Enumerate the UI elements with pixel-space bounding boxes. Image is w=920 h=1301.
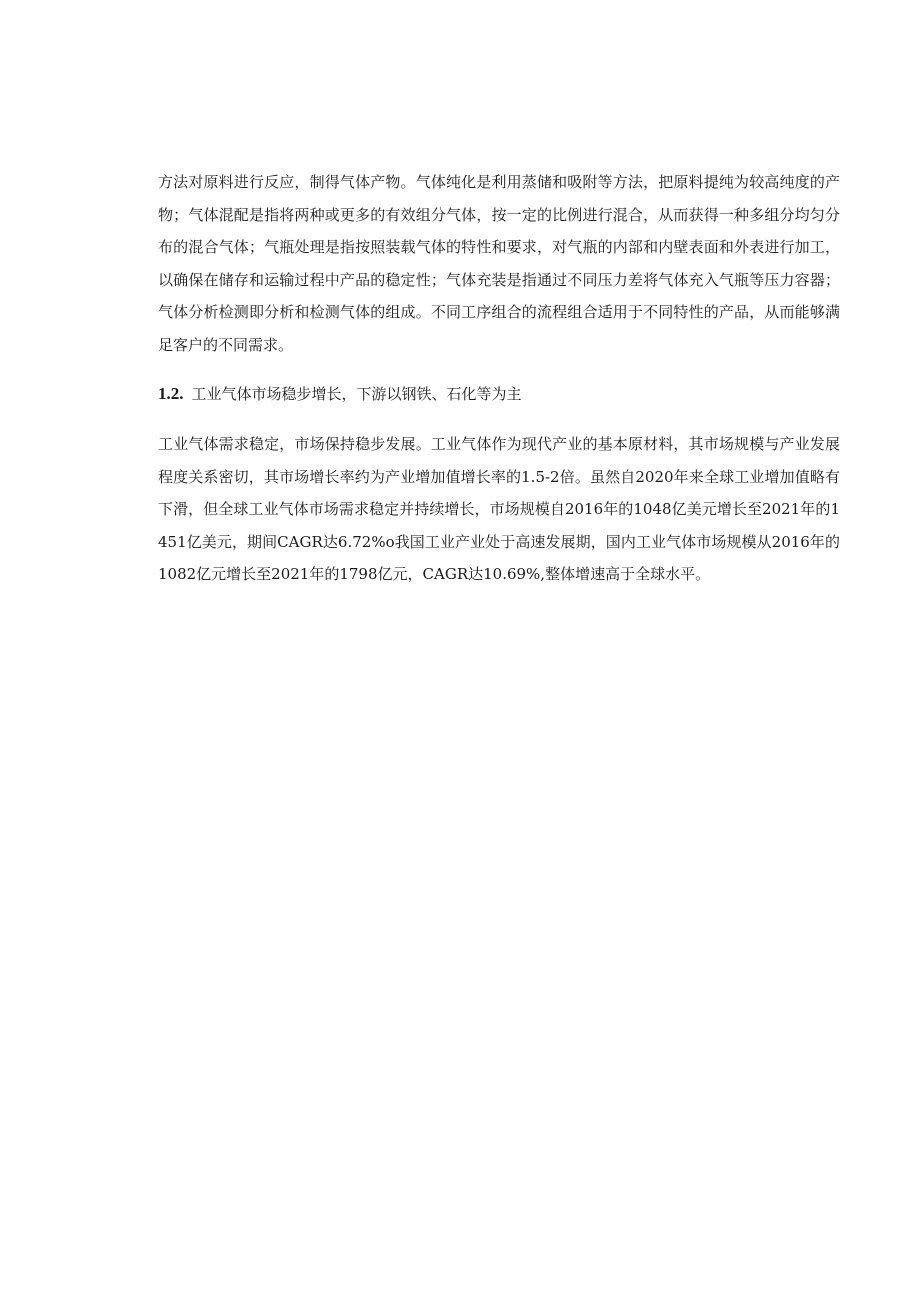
- section-number: 1.2.: [158, 384, 184, 403]
- section-title: 工业气体市场稳步增长，下游以钢铁、石化等为主: [191, 385, 522, 403]
- section-heading: [158, 380, 522, 408]
- body-paragraph-market: 工业气体需求稳定，市场保持稳步发展。工业气体作为现代产业的基本原材料，其市场规模与产业发展程度关系密切，其市场增长率约为产业增加值增长率的1.5-2倍。虽然自2020年来全球工业增加值略有下滑，但全球工业气体市场需求稳定并持续增长，市场规模自2016年的1048亿美元增长至2021年的1451亿美元，期间CAGR达6.72%o我国工业产业处于高速发展期，国内工业气体市场规模从2016年的1082亿元增长至2021年的1798亿元，CAGR达10.69%,整体增速高于全球水平。: [158, 435, 840, 583]
- body-paragraph-process: 方法对原料进行反应，制得气体产物。气体纯化是利用蒸储和吸附等方法，把原料提纯为较高纯度的产物；气体混配是指将两种或更多的有效组分气体，按一定的比例进行混合，从而获得一种多组分均匀分布的混合气体；气瓶处理是指按照装载气体的特性和要求，对气瓶的内部和内壁表面和外表进行加工，以确保在储存和运输过程中产品的稳定性；气体充装是指通过不同压力差将气体充入气瓶等压力容器；气体分析检测即分析和检测气体的组成。不同工序组合的流程组合适用于不同特性的产品，从而能够满足客户的不同需求。: [158, 173, 840, 354]
